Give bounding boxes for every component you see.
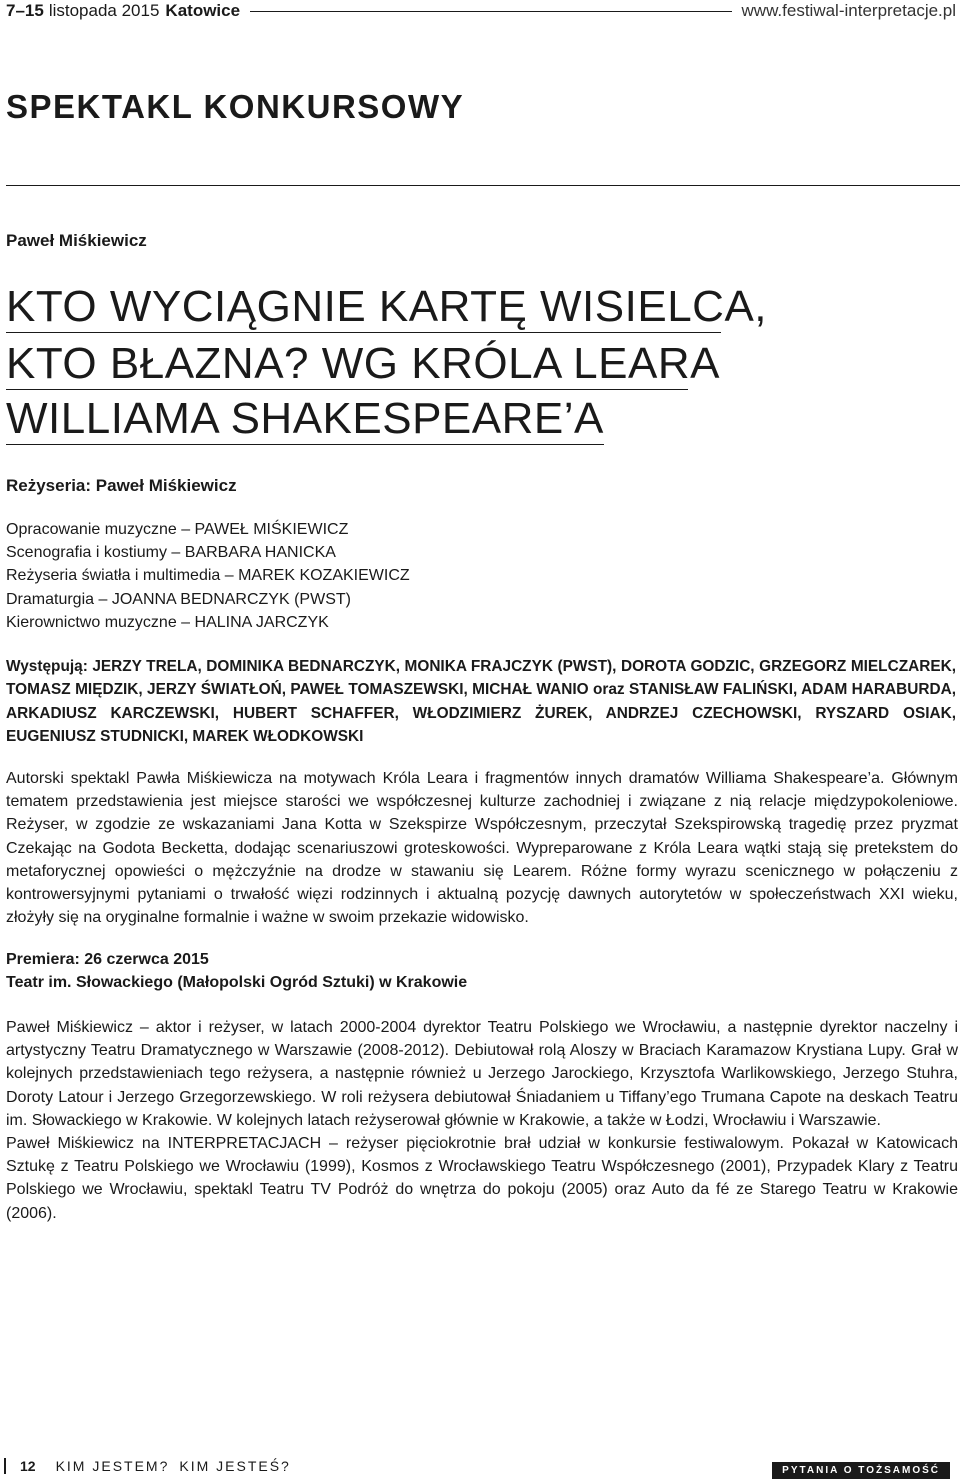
- section-label: SPEKTAKL KONKURSOWY: [6, 88, 465, 125]
- credit-row: Kierownictwo muzyczne – HALINA JARCZYK: [6, 613, 329, 631]
- credit-name: BARBARA HANICKA: [184, 544, 336, 562]
- festival-month: listopada 2015: [48, 1, 160, 20]
- credit-role: Dramaturgia: [6, 590, 95, 608]
- premiere-info: [6, 948, 467, 995]
- credit-row: Dramaturgia – JOANNA BEDNARCZYK (PWST): [6, 590, 351, 608]
- footer-badge: PYTANIA O TOŻSAMOŚĆ: [772, 1462, 950, 1479]
- credit-name: PAWEŁ MIŚKIEWICZ: [194, 521, 349, 538]
- credit-name: JOANNA BEDNARCZYK (PWST): [111, 590, 351, 608]
- title-line-1: KTO WYCIĄGNIE KARTĘ WISIELCA,: [6, 282, 768, 331]
- bio-paragraph: Paweł Miśkiewicz na INTERPRETACJACH – reżyser pięciokrotnie brał udział w konkursie festiwalowym. Pokazał w Katowicach Sztukę z Teatru Polskiego we Wrocławiu (1999), Kosmos z Wrocławskiego Teatru Współczesnego (2001), Przypadek Klary z Teatru Polskiego we Wrocławiu, spektakl Teatru TV Podróż do wnętrza do pokoju (2005) oraz Auto da fé ze Starego Teatru w Krakowie (2006).: [6, 1135, 958, 1222]
- festival-url[interactable]: www.festiwal-interpretacje.pl: [741, 1, 956, 20]
- author-name: Paweł Miśkiewicz: [6, 231, 147, 250]
- footer-bar: [4, 1458, 6, 1474]
- play-description: Autorski spektakl Pawła Miśkiewicza na motywach Króla Leara i fragmentów innych dramatów Williama Shakespeare’a. Głównym tematem przedstawienia jest miejsce starości we współczesnej kulturze zachodniej i związane z nią relacje międzypokoleniowe. Reżyser, w zgodzie ze wskazaniami Jana Kotta w Szekspirze Współczesnym, przeczytał Szekspirowską tragedię przez pryzmat Czekając na Godota Becketta, dodając scenariuszowi groteskowości. Wypreparowane z Króla Leara wątki stają się pretekstem do metaforycznej opowieści o mężczyźnie na drodze w stawaniu się Learem. Różne formy wyrazu scenicznego w połączeniu z kontrowersyjnymi pytaniami o trwałość więzi rodzinnych i aktualną pozycję dawnych autorytetów w społeczeństwach XXI wieku, złożyły się na oryginalne formalnie i ważne w swoim przekazie widowisko.: [6, 770, 958, 927]
- direction-credit: Reżyseria: Paweł Miśkiewicz: [6, 476, 237, 495]
- section-divider: [6, 185, 960, 186]
- festival-city: Katowice: [165, 1, 241, 20]
- premiere-date: Premiera: 26 czerwca 2015: [6, 951, 209, 968]
- credit-row: Scenografia i kostiumy – BARBARA HANICKA: [6, 544, 336, 562]
- credit-row: Reżyseria światła i multimedia – MAREK KOZAKIEWICZ: [6, 567, 410, 585]
- director-bio: [6, 1016, 958, 1225]
- page-header: [6, 0, 956, 22]
- page-footer: [4, 1456, 301, 1476]
- credit-name: HALINA JARCZYK: [194, 613, 329, 631]
- premiere-venue: Teatr im. Słowackiego (Małopolski Ogród Sztuki) w Krakowie: [6, 974, 468, 992]
- header-rule: [250, 11, 731, 12]
- credit-role: Opracowanie muzyczne: [6, 521, 177, 538]
- cast-list: Występują: JERZY TRELA, DOMINIKA BEDNARCZYK, MONIKA FRAJCZYK (PWST), DOROTA GODZIC, GRZEGORZ MIELCZAREK, TOMASZ MIĘDZIK, JERZY ŚWIATŁOŃ, PAWEŁ TOMASZEWSKI, MICHAŁ WANIO oraz STANISŁAW FALIŃSKI, ADAM HARABURDA, ARKADIUSZ KARCZEWSKI, HUBERT SCHAFFER, WŁODZIMIERZ ŻUREK, ANDRZEJ CZECHOWSKI, RYSZARD OSIAK, EUGENIUSZ STUDNICKI, MAREK WŁODKOWSKI: [6, 658, 956, 745]
- footer-text-2: KIM JESTEŚ?: [179, 1458, 291, 1474]
- title-line-2: KTO BŁAZNA? WG KRÓLA LEARA: [6, 339, 720, 388]
- footer-text-1: KIM JESTEM?: [55, 1458, 170, 1474]
- title-line-3: WILLIAMA SHAKESPEARE’A: [6, 394, 604, 443]
- festival-dates: 7–15: [6, 1, 44, 20]
- credit-role: Kierownictwo muzyczne: [6, 613, 177, 631]
- credit-name: MAREK KOZAKIEWICZ: [238, 567, 410, 585]
- page-number: 12: [20, 1458, 36, 1474]
- credit-role: Reżyseria światła i multimedia: [6, 567, 221, 585]
- credit-row: Opracowanie muzyczne – PAWEŁ MIŚKIEWICZ: [6, 521, 349, 538]
- credit-role: Scenografia i kostiumy: [6, 544, 167, 562]
- credits-list: [6, 518, 410, 634]
- bio-paragraph: Paweł Miśkiewicz – aktor i reżyser, w latach 2000-2004 dyrektor Teatru Polskiego we Wrocławiu, a następnie dyrektor naczelny i artystyczny Teatru Dramatycznego w Warszawie (2008-2012). Debiutował rolą Aloszy w Braciach Karamazow Krystiana Lupy. Grał w kolejnych przedstawieniach tego reżysera, a następnie również u Jerzego Jarockiego, Krzysztofa Warlikowskiego, Jerzego Stuhra, Doroty Latour i Jerzego Grzegorzewskiego. W roli reżysera debiutował Śniadaniem u Tiffany’ego Trumana Capote na deskach Teatru im. Słowackiego w Krakowie. W kolejnych latach reżyserował głównie w Krakowie, a także w Łodzi, Wrocławiu i Warszawie.: [6, 1019, 958, 1129]
